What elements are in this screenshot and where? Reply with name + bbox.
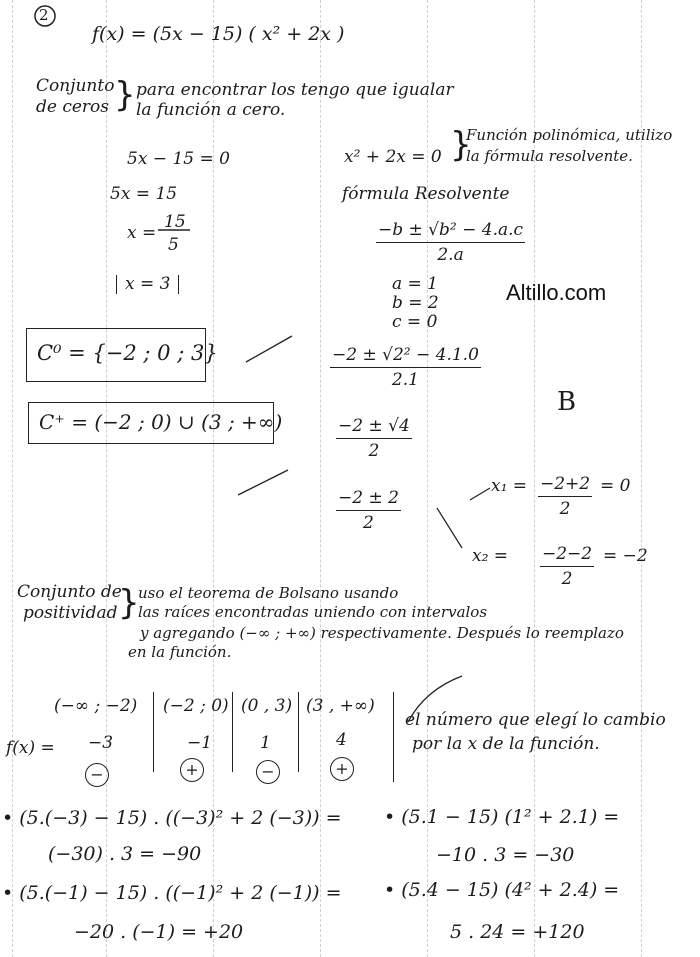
formula-title: fórmula Resolvente — [342, 184, 510, 204]
positivity-text-line4: en la función. — [128, 643, 232, 661]
evaluation-4-result: 5 . 24 = +120 — [450, 921, 585, 943]
root-2-numerator: −2−2 — [540, 544, 594, 567]
test-value-2: −1 — [187, 733, 213, 753]
zeros-text-line2: la función a cero. — [136, 100, 286, 120]
formula-numerator: −b ± √b² − 4.a.c — [376, 220, 525, 243]
step-1-numerator: −2 ± √2² − 4.1.0 — [330, 345, 481, 368]
quadratic-note-line2: la fórmula resolvente. — [466, 147, 633, 165]
root-1-denominator: 2 — [559, 499, 571, 519]
interval-note-line1: el número que elegí lo cambio — [405, 710, 666, 730]
root-1-numerator: −2+2 — [538, 474, 592, 497]
sign-plus: + — [330, 757, 354, 781]
formula-step-2 — [336, 416, 412, 461]
positivity-text-line2: las raíces encontradas uniendo con intervalos — [138, 603, 488, 621]
coefficient-b: b = 2 — [392, 293, 439, 313]
test-value-3: 1 — [260, 733, 271, 753]
root-1-label: x₁ = — [491, 476, 528, 496]
coefficient-c: c = 0 — [392, 312, 438, 332]
evaluation-2-result: −10 . 3 = −30 — [436, 844, 575, 866]
interval-header-2: (−2 ; 0) — [163, 696, 229, 716]
positivity-label-line2: positividad — [23, 603, 118, 623]
table-divider — [153, 692, 154, 772]
zeros-text-line1: para encontrar los tengo que igualar — [136, 80, 454, 100]
coefficient-a: a = 1 — [392, 274, 439, 294]
sign-plus: + — [180, 758, 204, 782]
check-mark — [246, 336, 292, 362]
formula-step-3 — [336, 488, 401, 533]
positivity-text-line1: uso el teorema de Bolsano usando — [138, 584, 399, 602]
positive-set-box — [28, 402, 283, 444]
check-mark — [238, 470, 288, 495]
linear-step-1: 5x − 15 = 0 — [127, 149, 230, 169]
zeros-label-line1: Conjunto — [36, 76, 115, 96]
brace-icon: } — [450, 125, 472, 165]
formula-denominator: 2.a — [437, 245, 464, 265]
root-2-denominator: 2 — [561, 569, 573, 589]
function-definition: f(x) = (5x − 15) ( x² + 2x ) — [92, 23, 345, 45]
linear-step-2: 5x = 15 — [110, 184, 178, 204]
positivity-text-line3: y agregando (−∞ ; +∞) respectivamente. Después lo reemplazo — [140, 624, 624, 642]
root-2-label: x₂ = — [472, 546, 509, 566]
watermark: Altillo.com — [506, 280, 607, 305]
test-value-1: −3 — [88, 733, 114, 753]
test-value-4: 4 — [336, 730, 347, 750]
step-2-numerator: −2 ± √4 — [336, 416, 412, 439]
positive-set: C⁺ = (−2 ; 0) ∪ (3 ; +∞) — [39, 410, 283, 434]
table-divider — [393, 692, 394, 782]
brace-icon: } — [114, 75, 136, 115]
evaluation-2-expression: • (5.1 − 15) (1² + 2.1) = — [384, 806, 620, 828]
evaluation-1-result: (−30) . 3 = −90 — [48, 843, 202, 865]
linear-step-3-lhs: x = — [127, 223, 157, 243]
step-3-denominator: 2 — [363, 513, 374, 533]
evaluation-4-expression: • (5.4 − 15) (4² + 2.4) = — [384, 879, 620, 901]
linear-step-3-num: 15 — [164, 212, 186, 232]
positivity-label-line1: Conjunto de — [17, 582, 122, 602]
table-divider — [232, 692, 233, 772]
linear-result: x = 3 — [116, 275, 179, 294]
step-1-denominator: 2.1 — [391, 370, 419, 390]
interval-header-1: (−∞ ; −2) — [54, 696, 138, 716]
arrow-icon — [437, 508, 462, 548]
quadratic-formula — [376, 220, 525, 265]
zeros-set-box — [26, 328, 218, 382]
step-2-denominator: 2 — [368, 441, 380, 461]
root-1-fraction — [538, 474, 592, 519]
evaluation-3-expression: • (5.(−1) − 15) . ((−1)² + 2 (−1)) = — [2, 882, 342, 904]
root-1-value: = 0 — [600, 476, 631, 496]
table-divider — [298, 692, 299, 772]
sign-minus: − — [85, 763, 109, 787]
linear-step-3-den: 5 — [168, 235, 179, 255]
zeros-label-line2: de ceros — [36, 97, 110, 117]
arrow-icon — [470, 488, 490, 500]
root-2-value: = −2 — [603, 546, 648, 566]
root-2-fraction — [540, 544, 594, 589]
interval-note-line2: por la x de la función. — [412, 734, 600, 754]
grade-mark: B — [557, 387, 577, 417]
exercise-number: 2 — [39, 6, 49, 24]
formula-step-1 — [330, 345, 481, 390]
interval-header-3: (0 , 3) — [241, 696, 293, 716]
brace-icon: } — [118, 583, 140, 623]
quadratic-equation: x² + 2x = 0 — [344, 147, 442, 167]
interval-header-4: (3 , +∞) — [306, 696, 375, 716]
sign-minus: − — [256, 760, 280, 784]
quadratic-note-line1: Función polinómica, utilizo — [466, 126, 673, 144]
fx-label: f(x) = — [6, 738, 55, 758]
evaluation-3-result: −20 . (−1) = +20 — [74, 921, 244, 943]
zeros-set: C⁰ = {−2 ; 0 ; 3} — [37, 341, 218, 365]
evaluation-1-expression: • (5.(−3) − 15) . ((−3)² + 2 (−3)) = — [2, 807, 342, 829]
step-3-numerator: −2 ± 2 — [336, 488, 401, 511]
